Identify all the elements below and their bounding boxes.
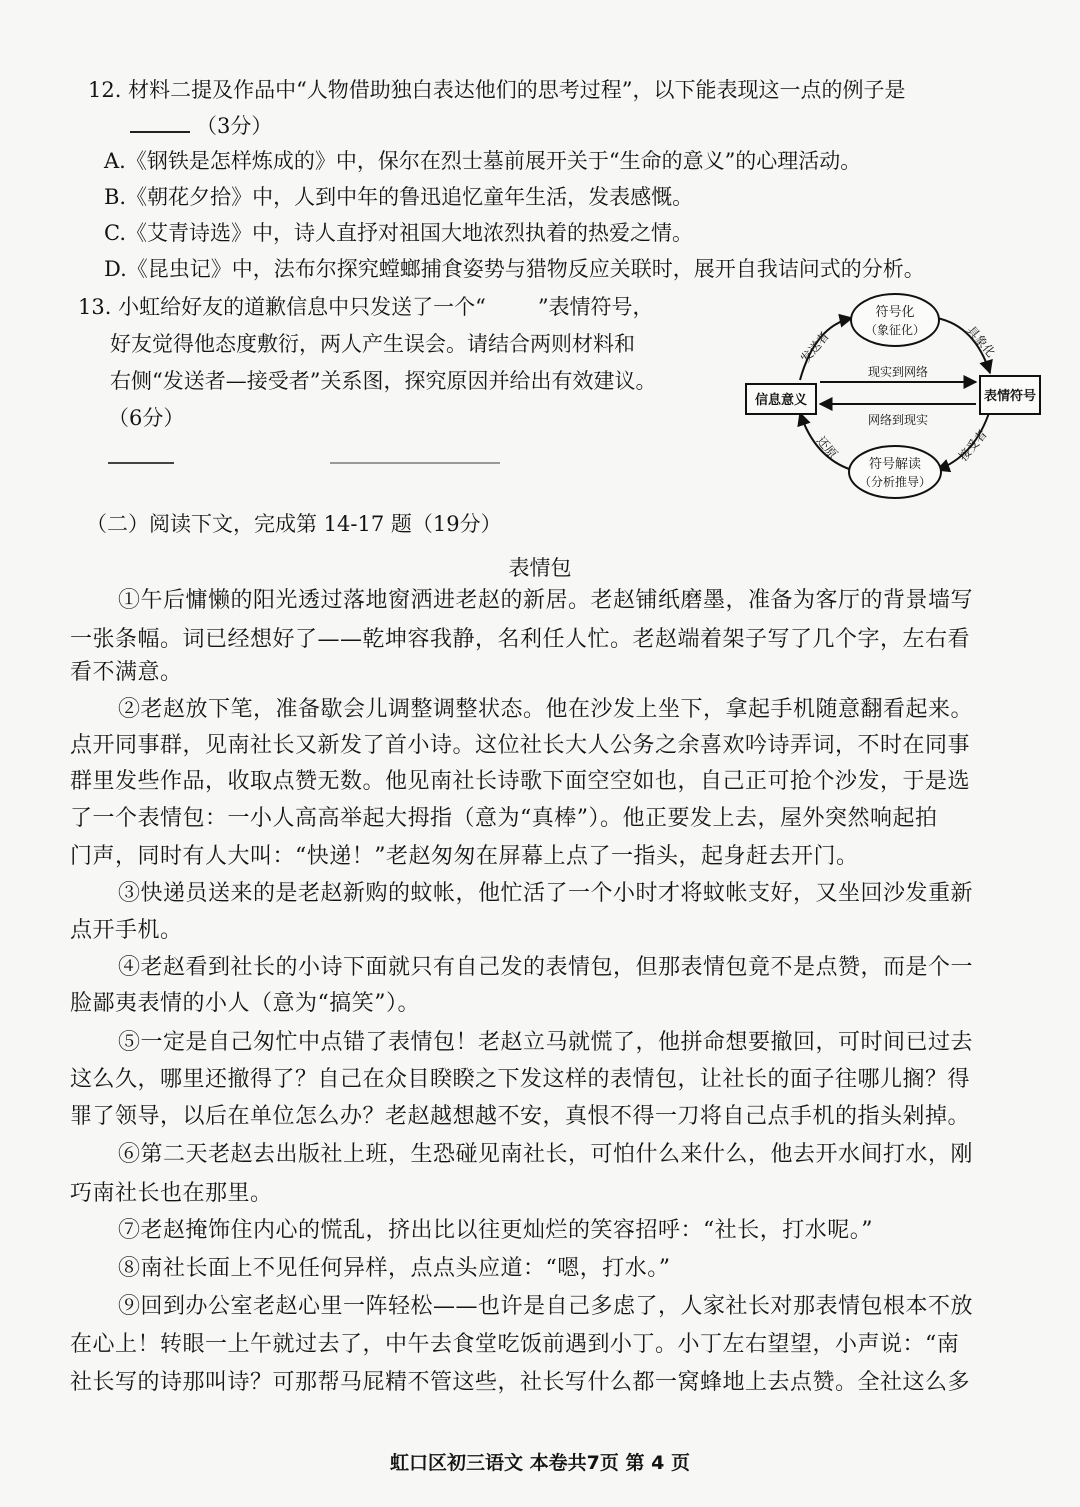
story-line: 脸鄙夷表情的小人（意为“搞笑”）。 [70,991,420,1016]
story-line: 一张条幅。词已经想好了——乾坤容我静，名利任人忙。老赵端着架子写了几个字，左右看 [70,627,971,652]
story-line: ⑤一定是自己匆忙中点错了表情包！老赵立马就慌了，他拼命想要撤回，可时间已过去 [118,1030,974,1055]
q13-line1-a: 13. 小虹给好友的道歉信息中只发送了一个“ [78,295,486,319]
story-line: ⑥第二天老赵去出版社上班，生恐碰见南社长，可怕什么来什么，他去开水间打水，刚 [118,1142,974,1167]
node-bottom-label-1: 符号解读 [868,457,922,472]
q12-answer-line [130,116,272,137]
arrow-label-upper: 现实到网络 [867,365,929,379]
q13-line1-b: ”表情符号， [537,295,654,319]
answer-line[interactable] [330,462,500,464]
story-line: 社长写的诗那叫诗？可那帮马屁精不管这些，社长写什么都一窝蜂地上去点赞。全社这么多 [70,1370,971,1395]
story-line: ③快递员送来的是老赵新购的蚊帐，他忙活了一个小时才将蚊帐支好，又坐回沙发重新 [118,881,974,906]
story-line: 点开同事群，见南社长又新发了首小诗。这位社长大人公务之余喜欢吟诗弄词，不时在同事 [70,733,971,758]
q12-option-a: A.《钢铁是怎样炼成的》中，保尔在烈士墓前展开关于“生命的意义”的心理活动。 [104,149,862,173]
edge-label-restore: 还原 [813,433,841,462]
q12-option-b: B.《朝花夕拾》中，人到中年的鲁迅追忆童年生活，发表感慨。 [104,185,694,209]
q12-option-c: C.《艾青诗选》中，诗人直抒对祖国大地浓烈执着的热爱之情。 [104,221,693,245]
story-line: 看不满意。 [70,660,183,685]
node-left-label: 信息意义 [754,393,808,408]
story-line: ①午后慵懒的阳光透过落地窗洒进老赵的新居。老赵铺纸磨墨，准备为客厅的背景墙写 [118,588,974,613]
story-line: 点开手机。 [70,918,183,943]
answer-line[interactable] [108,462,174,464]
story-line: 门声，同时有人大叫：“快递！”老赵匆匆在屏幕上点了一指头，起身赶去开门。 [70,844,859,869]
arrow-label-lower: 网络到现实 [867,413,929,427]
section-heading: （二）阅读下文，完成第 14-17 题（19分） [86,512,502,536]
node-decoding [849,446,941,498]
story-line: ⑦老赵掩饰住内心的慌乱，挤出比以往更灿烂的笑容招呼：“社长，打水呢。” [118,1218,873,1243]
q13-line1 [78,297,654,318]
story-title: 表情包 [508,556,572,580]
q13-line3: 右侧“发送者—接受者”关系图，探究原因并给出有效建议。 [110,369,657,393]
node-top-label-1: 符号化 [875,305,915,320]
page-footer: 虹口区初三语文 本卷共7页 第 4 页 [390,1452,690,1474]
edge-label-concretize: 具象化 [964,323,999,360]
story-line: 巧南社长也在那里。 [70,1181,273,1206]
q13-line2: 好友觉得他态度敷衍，两人产生误会。请结合两则材料和 [110,332,635,356]
story-line: 这么久，哪里还撤得了？自己在众目睽睽之下发这样的表情包，让社长的面子往哪儿搁？得 [70,1067,971,1092]
answer-blank[interactable] [130,131,190,133]
edge-label-sender: 发送者 [797,329,832,366]
story-line: 罪了领导，以后在单位怎么办？老赵越想越不安，真恨不得一刀将自己点手机的指头剁掉。 [70,1104,971,1129]
story-line: 在心上！转眼一上午就过去了，中午去食堂吃饭前遇到小丁。小丁左右望望，小声说：“南 [70,1332,960,1357]
story-line: ⑨回到办公室老赵心里一阵轻松——也许是自己多虑了，人家社长对那表情包根本不放 [118,1294,974,1319]
story-line: 了一个表情包：一小人高高举起大拇指（意为“真棒”）。他正要发上去，屋外突然响起拍 [70,806,938,831]
q12-option-d: D.《昆虫记》中，法布尔探究螳螂捕食姿势与猎物反应关联时，展开自我诘问式的分析。 [104,257,925,281]
q12-stem: 12. 材料二提及作品中“人物借助独白表达他们的思考过程”，以下能表现这一点的例子是 [88,78,906,102]
sender-receiver-diagram [740,288,1050,508]
node-bottom-label-2: （分析推导） [858,475,932,489]
node-right-label: 表情符号 [983,389,1037,404]
node-top-label-2: （象征化） [864,323,926,337]
story-line: 群里发些作品，收取点赞无数。他见南社长诗歌下面空空如也，自己正可抢个沙发，于是选 [70,769,971,794]
q12-score: （3分） [196,114,273,138]
node-symbolization [851,294,939,346]
edge-label-receiver: 接受者 [955,427,990,464]
story-line: ④老赵看到社长的小诗下面就只有自己发的表情包，但那表情包竟不是点赞，而是个一 [118,955,974,980]
story-line: ②老赵放下笔，准备歇会儿调整调整状态。他在沙发上坐下，拿起手机随意翻看起来。 [118,697,974,722]
story-line: ⑧南社长面上不见任何异样，点点头应道：“嗯，打水。” [118,1256,671,1281]
q13-score: （6分） [108,406,185,430]
